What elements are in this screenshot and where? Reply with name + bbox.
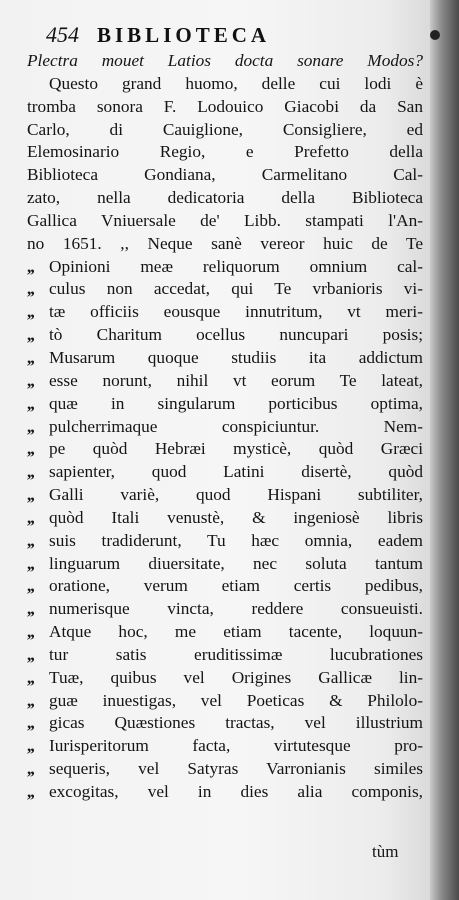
text-line — [27, 141, 423, 164]
line-text: tò Charitum ocellus nuncupari posis; — [49, 325, 423, 345]
text-line — [27, 484, 423, 507]
text-line — [27, 712, 423, 735]
text-line — [27, 301, 423, 324]
text-line — [27, 758, 423, 781]
binding-pin — [430, 30, 440, 40]
line-text: pulcherrimaque conspiciuntur. Nem- — [49, 416, 423, 436]
line-text: Atque hoc, me etiam tacente, loquun- — [49, 622, 423, 642]
quotation-mark: ,, — [27, 439, 34, 459]
text-line — [27, 119, 423, 142]
line-text: Tuæ, quibus vel Origines Gallicæ lin- — [49, 667, 423, 687]
line-text: sequeris, vel Satyras Varronianis similes — [49, 759, 423, 779]
quotation-mark: ,, — [27, 507, 34, 527]
line-text: no 1651. ,, Neque sanè vereor huic de Te — [27, 233, 423, 253]
line-text: quòd Itali venustè, & ingeniosè libris — [49, 507, 423, 527]
quotation-mark: ,, — [27, 370, 34, 390]
line-text: oratione, verum etiam certis pedibus, — [49, 576, 423, 596]
text-line — [27, 438, 423, 461]
text-line — [27, 347, 423, 370]
quotation-mark: ,, — [27, 576, 34, 596]
line-text: Plectra mouet Latios docta sonare Modos? — [27, 51, 423, 70]
quotation-mark: ,, — [27, 713, 34, 733]
text-line — [27, 278, 423, 301]
text-line — [27, 164, 423, 187]
running-head: BIBLIOTECA — [97, 23, 271, 47]
line-text: suis tradiderunt, Tu hæc omnia, eadem — [49, 530, 423, 550]
text-line — [27, 187, 423, 210]
text-line — [27, 781, 423, 804]
quotation-mark: ,, — [27, 416, 34, 436]
line-text: Gallica Vniuersale de' Libb. stampati l'An- — [27, 210, 423, 230]
page-header — [46, 22, 426, 52]
text-line — [27, 73, 423, 96]
quotation-mark: ,, — [27, 599, 34, 619]
text-line — [27, 598, 423, 621]
text-line — [27, 416, 423, 439]
line-text: pe quòd Hebræi mysticè, quòd Græci — [49, 439, 423, 459]
page-edge — [430, 0, 459, 900]
line-text: tur satis eruditissimæ lucubrationes — [49, 644, 423, 664]
line-text: sapienter, quod Latini disertè, quòd — [49, 462, 423, 482]
quotation-mark: ,, — [27, 462, 34, 482]
line-text: excogitas, vel in dies alia componis, — [49, 782, 423, 801]
text-line — [27, 50, 423, 73]
line-text: Questo grand huomo, delle cui lodi è — [49, 73, 423, 93]
quotation-mark: ,, — [27, 553, 34, 573]
body-text — [27, 50, 423, 804]
quotation-mark: ,, — [27, 667, 34, 687]
text-line — [27, 621, 423, 644]
quotation-mark: ,, — [27, 644, 34, 664]
line-text: Biblioteca Gondiana, Carmelitano Cal- — [27, 165, 423, 185]
quotation-mark: ,, — [27, 256, 34, 276]
line-text: culus non accedat, qui Te vrbanioris vi- — [49, 279, 423, 299]
catchword: tùm — [372, 842, 399, 861]
text-line — [27, 393, 423, 416]
quotation-mark: ,, — [27, 279, 34, 299]
line-text: tæ officiis eousque innutritum, vt meri- — [49, 302, 423, 322]
page-number: 454 — [46, 22, 79, 47]
line-text: tromba sonora F. Lodouico Giacobi da San — [27, 96, 423, 116]
line-text: Carlo, di Cauiglione, Consigliere, ed — [27, 119, 423, 139]
text-line — [27, 575, 423, 598]
text-line — [27, 667, 423, 690]
text-line — [27, 507, 423, 530]
quotation-mark: ,, — [27, 302, 34, 322]
line-text: esse norunt, nihil vt eorum Te lateat, — [49, 370, 423, 390]
line-text: Iurisperitorum facta, virtutesque pro- — [49, 736, 423, 756]
text-line — [27, 210, 423, 233]
text-line — [27, 96, 423, 119]
quotation-mark: ,, — [27, 690, 34, 710]
text-line — [27, 735, 423, 758]
line-text: numerisque vincta, reddere consueuisti. — [49, 599, 423, 619]
quotation-mark: ,, — [27, 782, 34, 801]
text-line — [27, 233, 423, 256]
line-text: guæ inuestigas, vel Poeticas & Philolo- — [49, 690, 423, 710]
text-line — [27, 553, 423, 576]
text-line — [27, 256, 423, 279]
line-text: gicas Quæstiones tractas, vel illustrium — [49, 713, 423, 733]
quotation-mark: ,, — [27, 622, 34, 642]
text-line — [27, 461, 423, 484]
line-text: Elemosinario Regio, e Prefetto della — [27, 142, 423, 162]
quotation-mark: ,, — [27, 393, 34, 413]
line-text: Musarum quoque studiis ita addictum — [49, 347, 423, 367]
quotation-mark: ,, — [27, 325, 34, 345]
quotation-mark: ,, — [27, 530, 34, 550]
line-text: quæ in singularum porticibus optima, — [49, 393, 423, 413]
line-text: Opinioni meæ reliquorum omnium cal- — [49, 256, 423, 276]
text-line — [27, 324, 423, 347]
text-line — [27, 644, 423, 667]
text-line — [27, 690, 423, 713]
quotation-mark: ,, — [27, 736, 34, 756]
quotation-mark: ,, — [27, 347, 34, 367]
quotation-mark: ,, — [27, 485, 34, 505]
line-text: zato, nella dedicatoria della Biblioteca — [27, 188, 423, 208]
text-line — [27, 370, 423, 393]
quotation-mark: ,, — [27, 759, 34, 779]
text-line — [27, 530, 423, 553]
line-text: linguarum diuersitate, nec soluta tantum — [49, 553, 423, 573]
line-text: Galli variè, quod Hispani subtiliter, — [49, 485, 423, 505]
